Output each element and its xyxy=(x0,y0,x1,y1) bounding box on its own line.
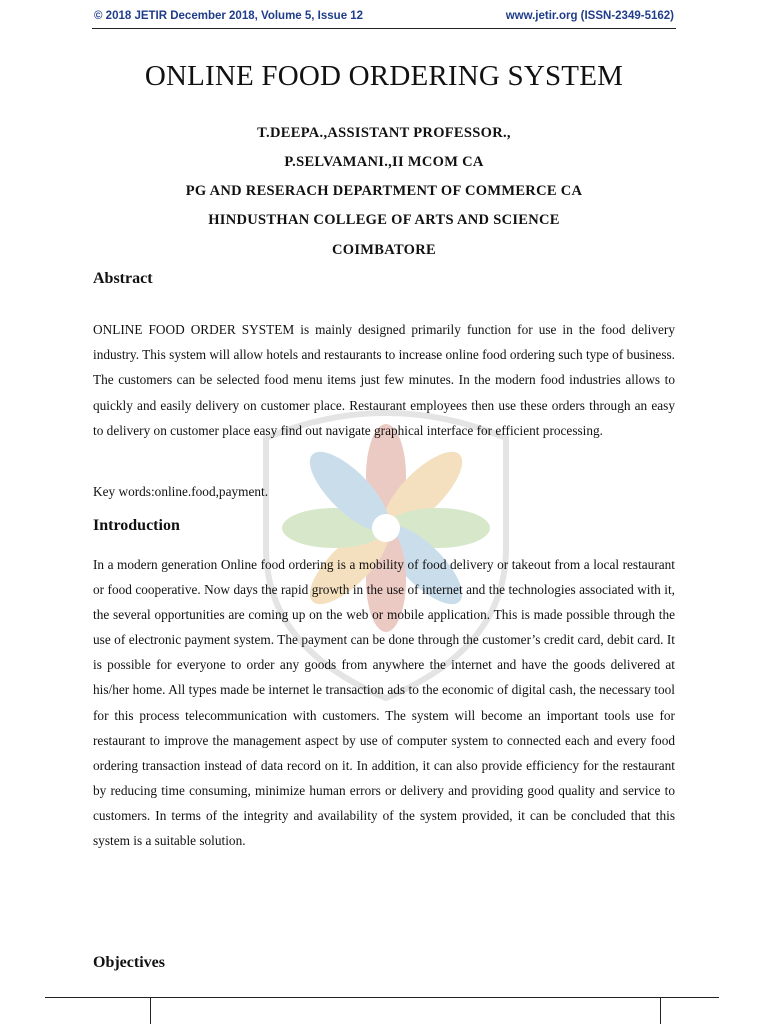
author-line-2: P.SELVAMANI.,II MCOM CA xyxy=(284,154,484,170)
objectives-heading: Objectives xyxy=(93,954,165,971)
abstract-text: ONLINE FOOD ORDER SYSTEM is mainly designed primarily function for use in the food delivery industry. This system will allow hotels and restaurants to increase online food ordering such type of business. The customers can be selected food menu items just few minutes. In the modern food industries allows to quickly and easily delivery on customer place. Restaurant employees then use these orders through an easy to delivery on customer place easy find out navigate graphical interface for efficient processing. xyxy=(93,322,675,438)
header-divider xyxy=(92,28,676,29)
footer-separator xyxy=(150,998,151,1024)
footer-separator xyxy=(660,998,661,1024)
journal-website[interactable]: www.jetir.org (ISSN-2349-5162) xyxy=(505,10,674,22)
college-line: HINDUSTHAN COLLEGE OF ARTS AND SCIENCE xyxy=(208,212,560,228)
journal-citation: © 2018 JETIR December 2018, Volume 5, Issue 12 xyxy=(94,10,364,22)
author-line-1: T.DEEPA.,ASSISTANT PROFESSOR., xyxy=(257,125,511,141)
running-header xyxy=(92,8,676,28)
introduction-heading: Introduction xyxy=(93,517,180,534)
department-line: PG AND RESERACH DEPARTMENT OF COMMERCE CA xyxy=(185,183,583,199)
running-footer xyxy=(45,998,719,1024)
paper-title: ONLINE FOOD ORDERING SYSTEM xyxy=(144,60,624,92)
introduction-text: In a modern generation Online food ordering is a mobility of food delivery or takeout from a local restaurant or food cooperative. Now days the rapid growth in the use of internet and the technologies associated with it, the several opportunities are coming up on the web or mobile application. This is made possible through the use of electronic payment system. The payment can be done through the customer’s credit card, debit card. It is possible for everyone to order any goods from anywhere the internet and have the goods delivered at his/her home. All types made be internet le transaction ads to the economic of digital cash, the necessary tool for this process telecommunication with customers. The system will become an important tools use for restaurant to improve the management aspect by use of computer system to connected each and every food ordering transaction instead of data record on it. In addition, it can also provide efficiency for the restaurant by reducing time consuming, minimize human errors or delivery and providing good quality and service to customers. In terms of the integrity and availability of the system provided, it can be concluded that this system is a suitable solution. xyxy=(93,557,675,849)
city-line: COIMBATORE xyxy=(332,242,436,258)
abstract-heading: Abstract xyxy=(93,270,153,287)
keywords-line: Key words:online.food,payment. xyxy=(93,484,269,499)
